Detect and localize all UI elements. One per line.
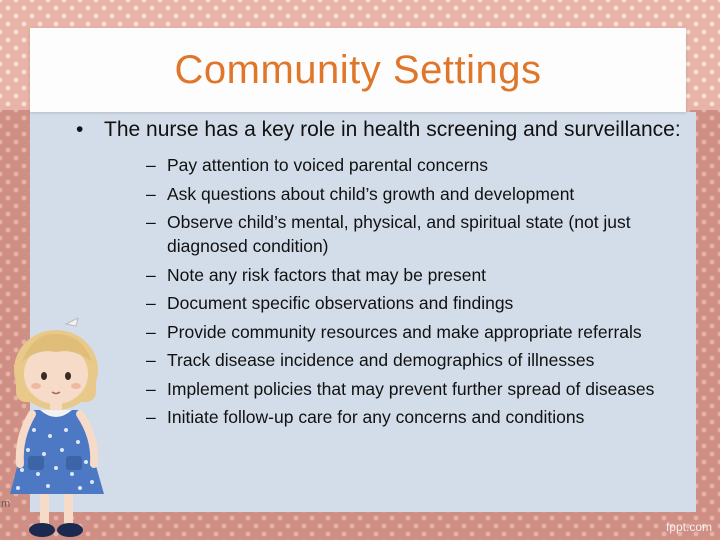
watermark-fragment: m: [1, 498, 11, 510]
sub-bullet: – Document specific observations and findings: [104, 291, 684, 315]
sub-bullet: – Note any risk factors that may be present: [104, 263, 684, 287]
sub-bullet: – Observe child’s mental, physical, and spiritual state (not just diagnosed condition): [104, 210, 684, 258]
main-bullet-text: The nurse has a key role in health screening and surveillance:: [104, 118, 681, 141]
sub-bullet: – Initiate follow-up care for any concerns and conditions: [104, 405, 684, 429]
sub-bullet-list: [104, 153, 684, 429]
sub-bullet: – Ask questions about child’s growth and development: [104, 182, 684, 206]
watermark: fppt.com: [665, 520, 712, 534]
sub-bullet: – Track disease incidence and demographics of illnesses: [104, 348, 684, 372]
slide-title: Community Settings: [174, 47, 542, 92]
main-bullet: [74, 116, 684, 429]
bullet-list: [74, 116, 684, 434]
sub-bullet: – Provide community resources and make appropriate referrals: [104, 320, 684, 344]
sub-bullet: – Pay attention to voiced parental concerns: [104, 153, 684, 177]
title-panel: [30, 28, 686, 112]
sub-bullet: – Implement policies that may prevent further spread of diseases: [104, 377, 684, 401]
